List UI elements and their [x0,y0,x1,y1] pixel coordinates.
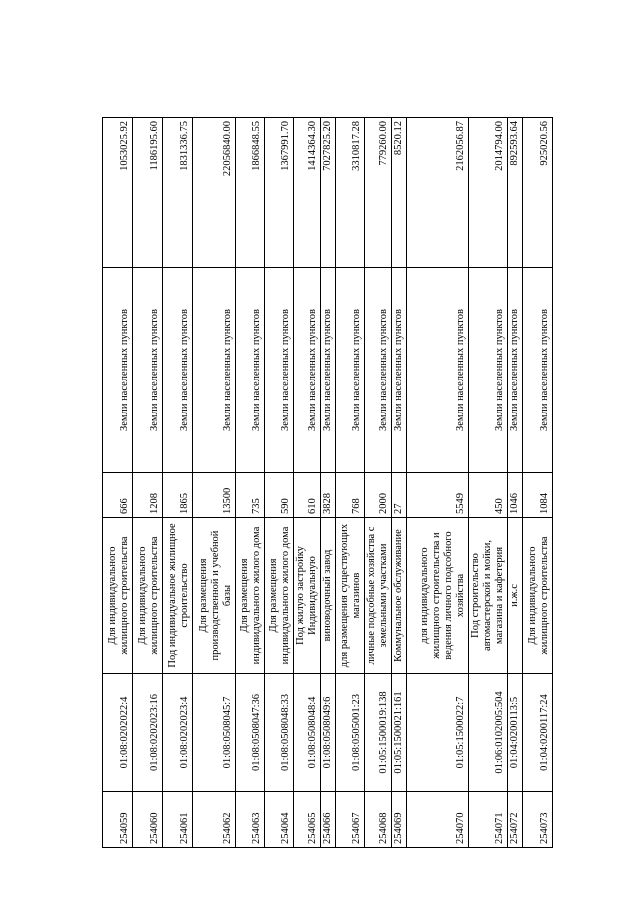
table-row [103,118,133,848]
cell-area: 1865 [163,473,193,518]
cell-cadastral-number: 01:08:0202023:4 [163,674,193,792]
cell-permitted-use: Для размещения индивидуального жилого дома [265,518,294,674]
cell-land-category: Земли населенных пунктов [392,268,407,473]
cell-permitted-use: Коммунальное обслуживание [392,518,407,674]
cell-land-category: Земли населенных пунктов [523,268,553,473]
cell-permitted-use: Под жилую застройку Индивидуальную [294,518,321,674]
table-row [133,118,163,848]
table-row [336,118,365,848]
cell-permitted-use: для размещения существующих магазинов [336,518,365,674]
cell-area: 590 [265,473,294,518]
table-row [294,118,321,848]
cell-permitted-use: виноводочный завод [321,518,336,674]
cell-plot-id: 254059 [103,792,133,848]
cell-cadastral-number: 01:08:0508048:33 [265,674,294,792]
cell-cadastral-value: 892593.64 [508,118,523,268]
cell-area: 735 [236,473,265,518]
cell-area: 768 [336,473,365,518]
cell-plot-id: 254073 [523,792,553,848]
cell-area: 5549 [407,473,469,518]
table-row [407,118,469,848]
cell-permitted-use: Для индивидуального жилищного строительства [133,518,163,674]
cell-land-category: Земли населенных пунктов [265,268,294,473]
cell-cadastral-number: 01:04:0200113:5 [508,674,523,792]
cell-plot-id: 254068 [365,792,392,848]
cell-permitted-use: личные подсобные хозяйства с земельными участками [365,518,392,674]
cell-permitted-use: Для размещения производственной и учебной базы [193,518,236,674]
cell-cadastral-number: 01:08:0508048:4 [294,674,321,792]
cell-cadastral-number: 01:05:1500019:138 [365,674,392,792]
cell-area: 1208 [133,473,163,518]
cell-land-category: Земли населенных пунктов [508,268,523,473]
cell-land-category: Земли населенных пунктов [407,268,469,473]
cell-plot-id: 254067 [336,792,365,848]
cell-land-category: Земли населенных пунктов [193,268,236,473]
cell-cadastral-number: 01:08:0202023:16 [133,674,163,792]
cell-cadastral-value: 925020.56 [523,118,553,268]
cell-cadastral-value: 779260.00 [365,118,392,268]
table-row [392,118,407,848]
table-row [163,118,193,848]
cell-area: 610 [294,473,321,518]
cell-cadastral-value: 2162056.87 [407,118,469,268]
cell-area: 2000 [365,473,392,518]
cell-land-category: Земли населенных пунктов [336,268,365,473]
rotated-table-wrapper [102,118,550,848]
table-row [523,118,553,848]
cell-plot-id: 254060 [133,792,163,848]
cell-plot-id: 254066 [321,792,336,848]
table-row [469,118,508,848]
cell-cadastral-value: 1866848.55 [236,118,265,268]
cell-cadastral-number: 01:05:1500022:7 [407,674,469,792]
cell-land-category: Земли населенных пунктов [294,268,321,473]
table-row [321,118,336,848]
cell-plot-id: 254063 [236,792,265,848]
cell-cadastral-value: 1053025.92 [103,118,133,268]
table-body [103,118,553,848]
cell-cadastral-value: 2014794.00 [469,118,508,268]
cell-cadastral-value: 22056840.00 [193,118,236,268]
cell-plot-id: 254064 [265,792,294,848]
table-row [193,118,236,848]
table-row [365,118,392,848]
cell-cadastral-value: 1186195.60 [133,118,163,268]
cell-cadastral-number: 01:06:0102005:504 [469,674,508,792]
cell-plot-id: 254071 [469,792,508,848]
cell-cadastral-number: 01:08:0505001:23 [336,674,365,792]
cell-permitted-use: для индивидуального жилищного строительства и ведения личного подсобного хозяйства [407,518,469,674]
cell-permitted-use: и.ж.с [508,518,523,674]
cell-land-category: Земли населенных пунктов [321,268,336,473]
table-row [236,118,265,848]
table-row [265,118,294,848]
cell-area: 450 [469,473,508,518]
cell-cadastral-value: 8520.12 [392,118,407,268]
cell-permitted-use: Под строительство автомастерской и мойки, магазина и кафетерия [469,518,508,674]
cell-plot-id: 254061 [163,792,193,848]
cell-permitted-use: Для размещения индивидуального жилого дома [236,518,265,674]
cell-plot-id: 254065 [294,792,321,848]
cell-permitted-use: Для индивидуального жилищного строительства [103,518,133,674]
cell-cadastral-number: 01:08:0508045:7 [193,674,236,792]
cell-permitted-use: Для индивидуального жилищного строительства [523,518,553,674]
cell-plot-id: 254072 [508,792,523,848]
cell-plot-id: 254069 [392,792,407,848]
cell-land-category: Земли населенных пунктов [236,268,265,473]
cell-cadastral-value: 3310817.28 [336,118,365,268]
cell-area: 666 [103,473,133,518]
cell-cadastral-number: 01:08:0508047:36 [236,674,265,792]
cell-cadastral-value: 1367991.70 [265,118,294,268]
cell-land-category: Земли населенных пунктов [469,268,508,473]
table-row [508,118,523,848]
cell-land-category: Земли населенных пунктов [365,268,392,473]
cell-land-category: Земли населенных пунктов [103,268,133,473]
cell-cadastral-number: 01:08:0202022:4 [103,674,133,792]
cell-cadastral-number: 01:08:0508049:6 [321,674,336,792]
cell-plot-id: 254070 [407,792,469,848]
cell-area: 27 [392,473,407,518]
land-plots-table [102,117,553,848]
cell-area: 3828 [321,473,336,518]
cell-area: 1084 [523,473,553,518]
cell-permitted-use: Под индивидуальное жилищное строительство [163,518,193,674]
cell-cadastral-value: 7027825.20 [321,118,336,268]
cell-land-category: Земли населенных пунктов [163,268,193,473]
cell-area: 1046 [508,473,523,518]
cell-cadastral-number: 01:05:1500021:161 [392,674,407,792]
cell-plot-id: 254062 [193,792,236,848]
cell-area: 13500 [193,473,236,518]
cell-cadastral-value: 1414364.30 [294,118,321,268]
cell-cadastral-value: 1831336.75 [163,118,193,268]
cell-cadastral-number: 01:04:0200117:24 [523,674,553,792]
cell-land-category: Земли населенных пунктов [133,268,163,473]
